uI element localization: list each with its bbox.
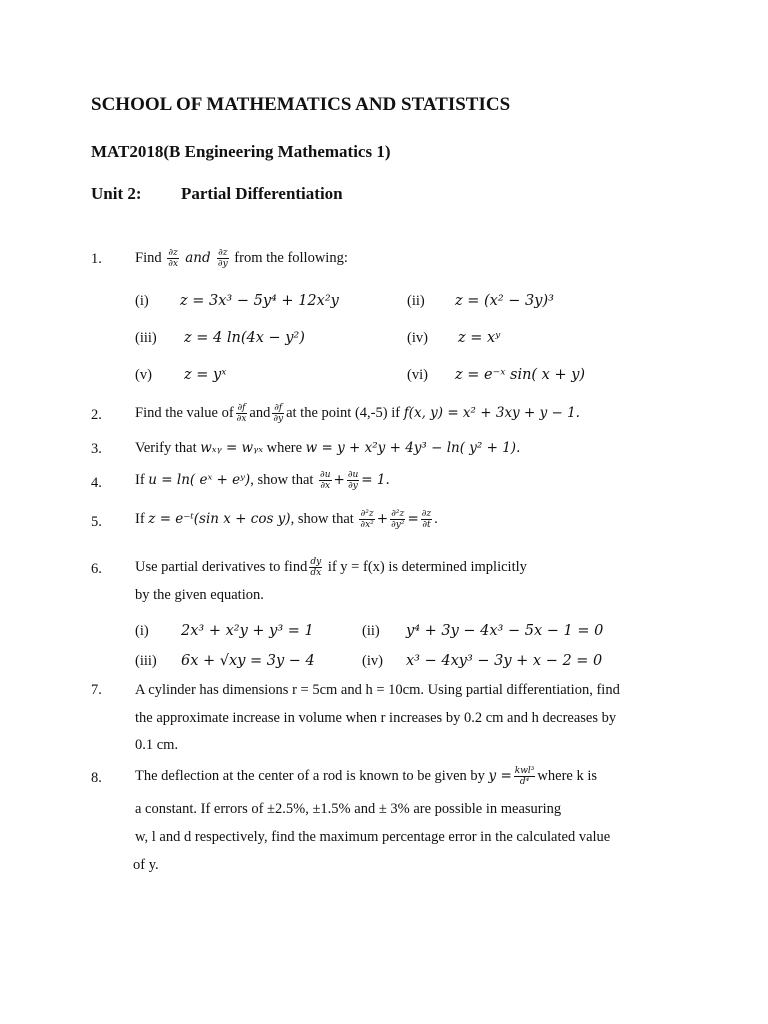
fraction — [236, 403, 248, 424]
question-number: 1. — [91, 251, 102, 267]
denominator: ∂y² — [391, 520, 405, 530]
denominator: ∂x — [168, 259, 178, 269]
question-number: 7. — [91, 682, 102, 698]
unit-label: Unit 2: — [91, 184, 142, 203]
item-label: (i) — [135, 293, 149, 309]
numerator: ∂²z — [391, 509, 405, 519]
question-number: 8. — [91, 770, 102, 786]
text: at the point (4,-5) if — [286, 404, 401, 421]
fraction — [514, 766, 536, 787]
question-text — [135, 557, 527, 578]
math-expression: x³ − 4xy³ − 3y + x − 2 = 0 — [406, 653, 603, 669]
text: where k is — [537, 767, 598, 784]
question-text — [135, 440, 520, 457]
math-expression: z = (x² − 3y)³ — [455, 293, 554, 309]
math-expression: y⁴ + 3y − 4x³ − 5x − 1 = 0 — [406, 623, 604, 639]
text: = 1. — [361, 471, 390, 488]
text: , show that — [290, 510, 354, 527]
numerator: kwl³ — [514, 766, 535, 776]
math-expression: z = yˣ — [184, 367, 227, 383]
text: The deflection at the center of a rod is known to be given by — [135, 767, 485, 784]
denominator: ∂y — [348, 481, 358, 491]
item-label: (ii) — [407, 293, 425, 309]
text: + — [333, 471, 345, 488]
unit-heading — [91, 184, 343, 204]
question-number: 5. — [91, 514, 102, 530]
numerator: dy — [310, 557, 322, 567]
text: and — [180, 249, 215, 266]
math-expression: f(x, y) = x² + 3xy + y − 1. — [403, 404, 580, 421]
denominator: d⁴ — [519, 777, 530, 787]
fraction — [319, 470, 331, 491]
denominator: ∂x² — [360, 520, 374, 530]
fraction — [167, 248, 179, 269]
item-label: (i) — [135, 623, 149, 639]
text: and — [249, 404, 271, 421]
course-heading: MAT2018(B Engineering Mathematics 1) — [91, 142, 391, 161]
text: = — [407, 510, 419, 527]
text: Verify that — [135, 440, 197, 456]
denominator: dx — [310, 568, 322, 578]
denominator: ∂t — [422, 520, 431, 530]
text: . — [434, 510, 438, 527]
question-text — [135, 470, 390, 491]
text: from the following: — [230, 249, 348, 266]
question-text-line: a constant. If errors of ±2.5%, ±1.5% and ± 3% are possible in measuring — [135, 801, 562, 817]
math-expression: u = ln( eˣ + eʸ) — [148, 471, 251, 488]
fraction — [272, 403, 284, 424]
text: where — [266, 440, 303, 456]
denominator: ∂y — [217, 259, 228, 269]
math-expression: z = e⁻ᵗ(sin x + cos y) — [148, 510, 291, 527]
numerator: ∂f — [274, 403, 283, 413]
math-expression: z = e⁻ˣ sin( x + y) — [455, 367, 586, 383]
math-expression: 6x + √xy = 3y − 4 — [181, 653, 315, 669]
text: Use partial derivatives to find — [135, 558, 308, 575]
math-expression: 2x³ + x²y + y³ = 1 — [181, 623, 314, 639]
numerator: ∂z — [421, 509, 432, 519]
numerator: ∂z — [218, 248, 228, 258]
question-number: 6. — [91, 561, 102, 577]
text: Find the value of — [135, 404, 234, 421]
school-heading: SCHOOL OF MATHEMATICS AND STATISTICS — [91, 94, 511, 115]
question-text-line: 0.1 cm. — [135, 737, 179, 753]
item-label: (iii) — [135, 330, 157, 346]
item-label: (vi) — [407, 367, 428, 383]
text: If — [135, 510, 145, 527]
text: , show that — [250, 471, 314, 488]
fraction — [390, 509, 405, 530]
question-text-line: of y. — [133, 857, 159, 873]
denominator: ∂x — [320, 481, 331, 491]
item-label: (iv) — [407, 330, 428, 346]
question-text — [135, 248, 348, 269]
math-expression: w = y + x²y + 4y³ − ln( y² + 1). — [305, 440, 521, 456]
question-text-line: the approximate increase in volume when r increases by 0.2 cm and h decreases by — [135, 710, 617, 726]
math-expression: y = — [488, 767, 512, 784]
item-label: (ii) — [362, 623, 380, 639]
question-number: 3. — [91, 441, 102, 457]
question-text — [135, 403, 580, 424]
question-number: 4. — [91, 475, 102, 491]
text: If — [135, 471, 145, 488]
numerator: ∂u — [347, 470, 359, 480]
numerator: ∂f — [237, 403, 246, 413]
denominator: ∂x — [236, 414, 247, 424]
question-number: 2. — [91, 407, 102, 423]
question-text — [135, 766, 597, 787]
numerator: ∂u — [320, 470, 331, 480]
text: Find — [135, 249, 162, 266]
question-text-line: A cylinder has dimensions r = 5cm and h = 10cm. Using partial differentiation, find — [135, 682, 620, 698]
question-text — [135, 509, 438, 530]
item-label: (v) — [135, 367, 152, 383]
question-text-line: w, l and d respectively, find the maximum percentage error in the calculated value — [135, 829, 611, 845]
fraction — [359, 509, 374, 530]
math-expression: z = xʸ — [458, 330, 501, 346]
fraction — [421, 509, 432, 530]
math-expression: z = 3x³ − 5y⁴ + 12x²y — [180, 293, 339, 309]
fraction — [309, 557, 322, 578]
denominator: ∂y — [273, 414, 284, 424]
text: + — [376, 510, 389, 527]
math-expression: wₓᵧ = wᵧₓ — [200, 440, 263, 456]
numerator: ∂z — [168, 248, 178, 258]
math-expression: z = 4 ln(4x − y²) — [184, 330, 305, 346]
text: if y = f(x) is determined implicitly — [324, 558, 527, 575]
fraction — [217, 248, 229, 269]
question-text-line: by the given equation. — [135, 587, 264, 603]
unit-title: Partial Differentiation — [181, 184, 343, 203]
fraction — [347, 470, 359, 491]
item-label: (iv) — [362, 653, 383, 669]
numerator: ∂²z — [360, 509, 374, 519]
item-label: (iii) — [135, 653, 157, 669]
